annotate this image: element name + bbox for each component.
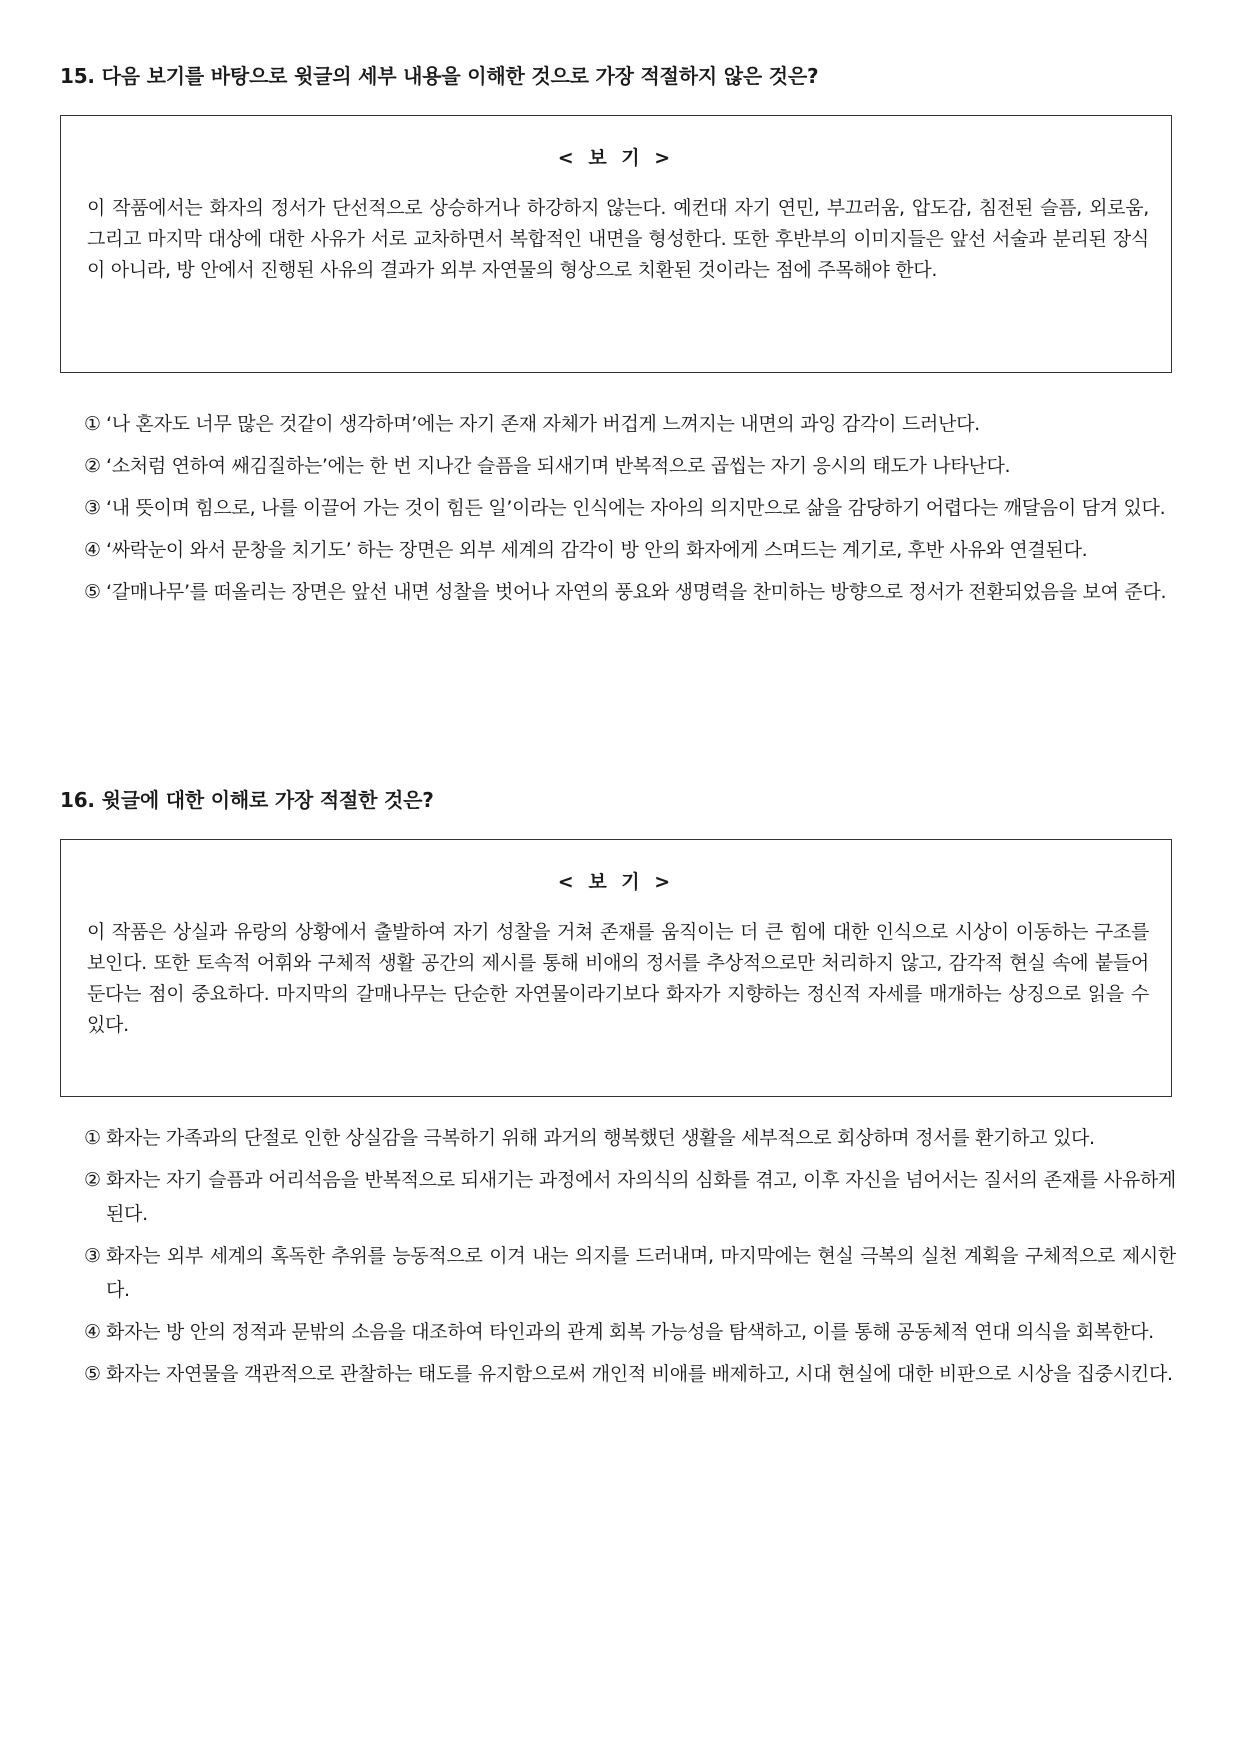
- choice-text: 화자는 방 안의 정적과 문밖의 소음을 대조하여 타인과의 관계 회복 가능성을 탐색하고, 이를 통해 공동체적 연대 의식을 회복한다.: [106, 1321, 1154, 1343]
- question-15: [60, 62, 1175, 603]
- choice-number: ①: [84, 413, 101, 435]
- question-15-choices: [84, 407, 1176, 617]
- question-16-choices: [84, 1121, 1176, 1399]
- choice-number: ⑤: [84, 1363, 101, 1385]
- choice-3[interactable]: [84, 491, 1176, 525]
- choice-1[interactable]: [84, 407, 1176, 441]
- choice-4[interactable]: [84, 533, 1176, 567]
- choice-number: ③: [84, 1245, 101, 1267]
- choice-text: 화자는 자연물을 객관적으로 관찰하는 태도를 유지함으로써 개인적 비애를 배제하고, 시대 현실에 대한 비판으로 시상을 집중시킨다.: [106, 1363, 1173, 1385]
- choice-number: ①: [84, 1127, 101, 1149]
- choice-3[interactable]: [84, 1239, 1176, 1307]
- choice-text: ‘싸락눈이 와서 문창을 치기도’ 하는 장면은 외부 세계의 감각이 방 안의 화자에게 스며드는 계기로, 후반 사유와 연결된다.: [106, 539, 1088, 561]
- question-16-reference-box: [60, 839, 1172, 1097]
- question-16: [60, 786, 1176, 1385]
- choice-1[interactable]: [84, 1121, 1176, 1155]
- choice-5[interactable]: [84, 575, 1176, 609]
- choice-text: ‘내 뜻이며 힘으로, 나를 이끌어 가는 것이 힘든 일’이라는 인식에는 자아의 의지만으로 삶을 감당하기 어렵다는 깨달음이 담겨 있다.: [106, 497, 1166, 519]
- choice-number: ②: [84, 1169, 101, 1191]
- choice-number: ⑤: [84, 581, 101, 603]
- choice-text: 화자는 외부 세계의 혹독한 추위를 능동적으로 이겨 내는 의지를 드러내며, 마지막에는 현실 극복의 실천 계획을 구체적으로 제시한다.: [106, 1245, 1176, 1301]
- choice-2[interactable]: [84, 1163, 1176, 1231]
- choice-text: ‘소처럼 연하여 쌔김질하는’에는 한 번 지나간 슬픔을 되새기며 반복적으로 곱씹는 자기 응시의 태도가 나타난다.: [106, 455, 1011, 477]
- question-16-title: 16. 윗글에 대한 이해로 가장 적절한 것은?: [60, 788, 434, 812]
- reference-box-heading: < 보 기 >: [557, 147, 675, 169]
- question-15-reference-box: [60, 115, 1172, 373]
- choice-2[interactable]: [84, 449, 1176, 483]
- choice-text: 화자는 자기 슬픔과 어리석음을 반복적으로 되새기는 과정에서 자의식의 심화를 겪고, 이후 자신을 넘어서는 질서의 존재를 사유하게 된다.: [106, 1169, 1176, 1225]
- choice-text: 화자는 가족과의 단절로 인한 상실감을 극복하기 위해 과거의 행복했던 생활을 세부적으로 회상하며 정서를 환기하고 있다.: [106, 1127, 1095, 1149]
- reference-box-text: 이 작품에서는 화자의 정서가 단선적으로 상승하거나 하강하지 않는다. 예컨대 자기 연민, 부끄러움, 압도감, 침전된 슬픔, 외로움, 그리고 마지막 대상에 대한 사유가 서로 교차하면서 복합적인 내면을 형성한다. 또한 후반부의 이미지들은 앞선 서술과 분리된 장식이 아니라, 방 안에서 진행된 사유의 결과가 외부 자연물의 형상으로 치환된 것이라는 점에 주목해야 한다.: [87, 197, 1149, 281]
- choice-5[interactable]: [84, 1357, 1176, 1391]
- choice-number: ④: [84, 539, 101, 561]
- choice-text: ‘갈매나무’를 떠올리는 장면은 앞선 내면 성찰을 벗어나 자연의 풍요와 생명력을 찬미하는 방향으로 정서가 전환되었음을 보여 준다.: [106, 581, 1167, 603]
- choice-number: ③: [84, 497, 101, 519]
- reference-box-heading: < 보 기 >: [557, 871, 675, 893]
- choice-4[interactable]: [84, 1315, 1176, 1349]
- reference-box-text: 이 작품은 상실과 유랑의 상황에서 출발하여 자기 성찰을 거쳐 존재를 움직이는 더 큰 힘에 대한 인식으로 시상이 이동하는 구조를 보인다. 또한 토속적 어휘와 구체적 생활 공간의 제시를 통해 비애의 정서를 추상적으로만 처리하지 않고, 감각적 현실 속에 붙들어 둔다는 점이 중요하다. 마지막의 갈매나무는 단순한 자연물이라기보다 화자가 지향하는 정신적 자세를 매개하는 상징으로 읽을 수 있다.: [87, 921, 1149, 1036]
- question-15-title: 15. 다음 보기를 바탕으로 윗글의 세부 내용을 이해한 것으로 가장 적절하지 않은 것은?: [60, 64, 819, 88]
- choice-text: ‘나 혼자도 너무 많은 것같이 생각하며’에는 자기 존재 자체가 버겁게 느껴지는 내면의 과잉 감각이 드러난다.: [106, 413, 980, 435]
- choice-number: ②: [84, 455, 101, 477]
- choice-number: ④: [84, 1321, 101, 1343]
